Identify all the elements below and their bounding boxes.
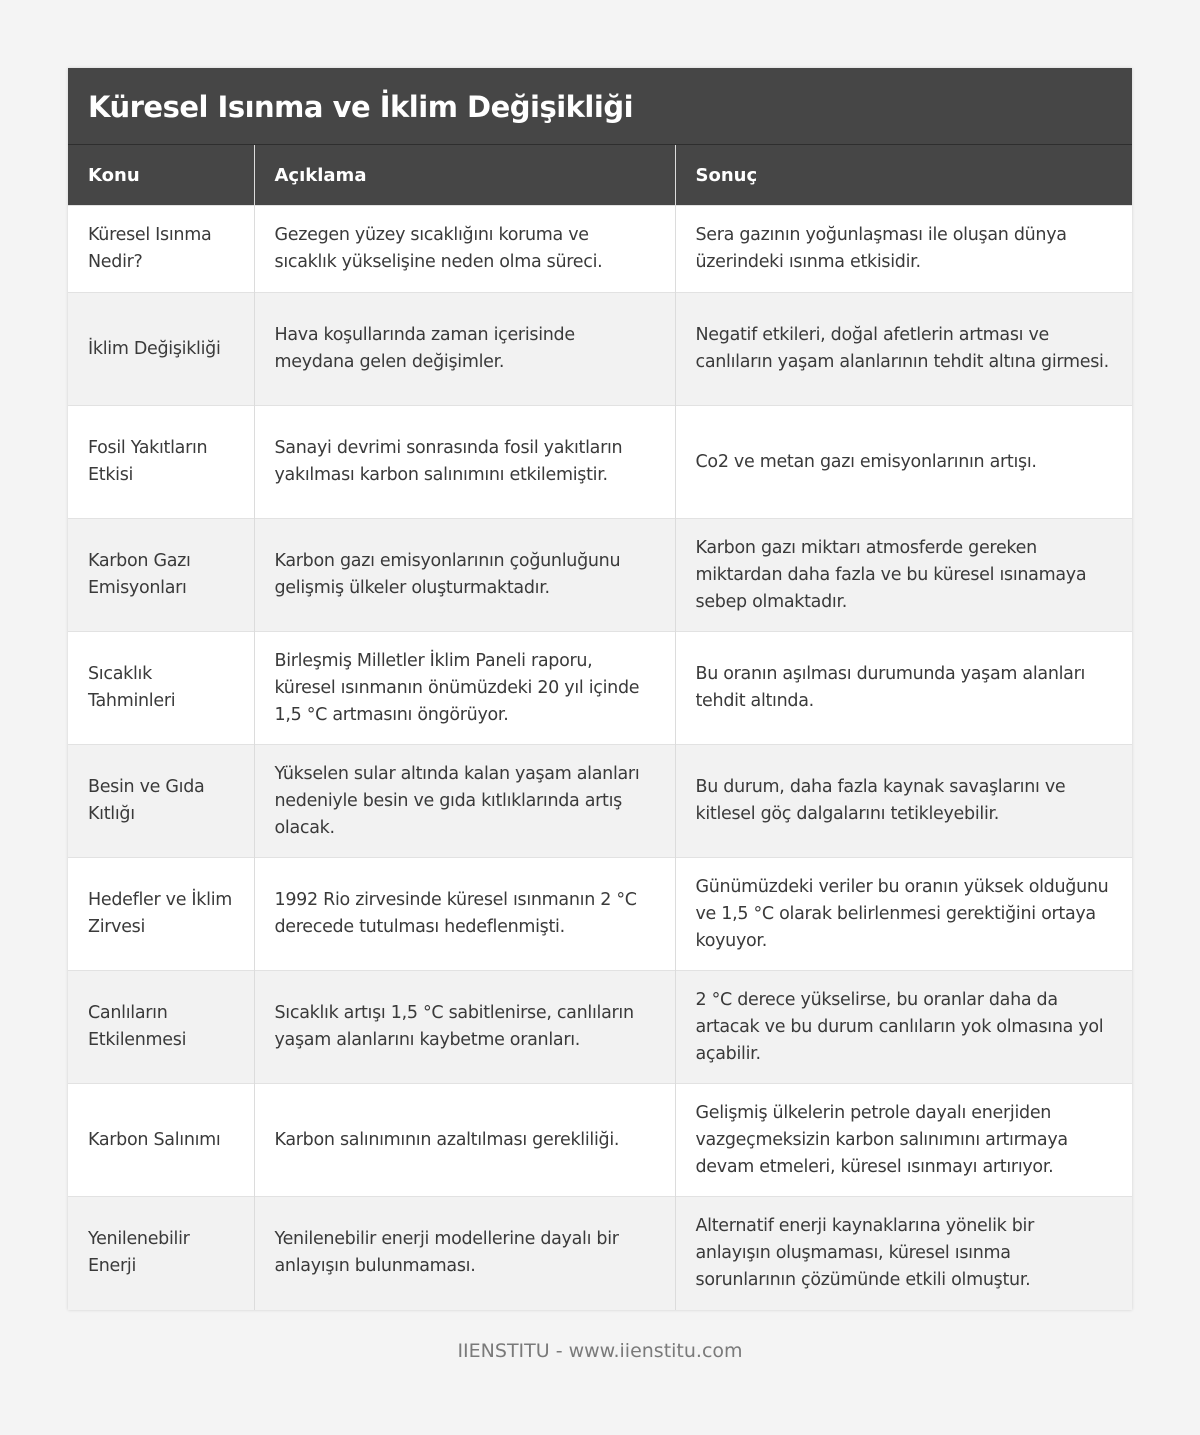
table-title: Küresel Isınma ve İklim Değişikliği — [68, 68, 1132, 145]
cell-sonuc: Karbon gazı miktarı atmosferde gereken miktardan daha fazla ve bu küresel ısınamaya sebep olmaktadır. — [675, 519, 1132, 632]
cell-sonuc: Bu oranın aşılması durumunda yaşam alanları tehdit altında. — [675, 632, 1132, 745]
table-card — [68, 68, 1132, 1310]
header-row — [68, 145, 1132, 206]
cell-aciklama: Karbon gazı emisyonlarının çoğunluğunu gelişmiş ülkeler oluşturmaktadır. — [254, 519, 675, 632]
cell-sonuc: Günümüzdeki veriler bu oranın yüksek olduğunu ve 1,5 °C olarak belirlenmesi gerektiğini ortaya koyuyor. — [675, 858, 1132, 971]
data-table — [68, 145, 1132, 1310]
cell-sonuc: Gelişmiş ülkelerin petrole dayalı enerjiden vazgeçmeksizin karbon salınımını artırmaya devam etmeleri, küresel ısınmayı artırıyor. — [675, 1084, 1132, 1197]
footer-credit: IIENSTITU - www.iienstitu.com — [457, 1340, 743, 1362]
cell-konu: Hedefler ve İklim Zirvesi — [68, 858, 254, 971]
cell-konu: Karbon Salınımı — [68, 1084, 254, 1197]
header-sonuc: Sonuç — [675, 145, 1132, 206]
cell-konu: Besin ve Gıda Kıtlığı — [68, 745, 254, 858]
cell-sonuc: Bu durum, daha fazla kaynak savaşlarını ve kitlesel göç dalgalarını tetikleyebilir. — [675, 745, 1132, 858]
table-row — [68, 519, 1132, 632]
table-row — [68, 858, 1132, 971]
cell-konu: Sıcaklık Tahminleri — [68, 632, 254, 745]
cell-aciklama: Sıcaklık artışı 1,5 °C sabitlenirse, canlıların yaşam alanlarını kaybetme oranları. — [254, 971, 675, 1084]
table-row — [68, 971, 1132, 1084]
cell-aciklama: Hava koşullarında zaman içerisinde meydana gelen değişimler. — [254, 293, 675, 406]
cell-konu: Karbon Gazı Emisyonları — [68, 519, 254, 632]
cell-sonuc: Alternatif enerji kaynaklarına yönelik bir anlayışın oluşmaması, küresel ısınma sorunlarının çözümünde etkili olmuştur. — [675, 1197, 1132, 1310]
cell-sonuc: Negatif etkileri, doğal afetlerin artması ve canlıların yaşam alanlarının tehdit altına girmesi. — [675, 293, 1132, 406]
cell-konu: Yenilenebilir Enerji — [68, 1197, 254, 1310]
cell-aciklama: 1992 Rio zirvesinde küresel ısınmanın 2 °C derecede tutulması hedeflenmişti. — [254, 858, 675, 971]
cell-sonuc: 2 °C derece yükselirse, bu oranlar daha da artacak ve bu durum canlıların yok olmasına yol açabilir. — [675, 971, 1132, 1084]
cell-aciklama: Birleşmiş Milletler İklim Paneli raporu, küresel ısınmanın önümüzdeki 20 yıl içinde 1,5 °C artmasını öngörüyor. — [254, 632, 675, 745]
cell-aciklama: Yükselen sular altında kalan yaşam alanları nedeniyle besin ve gıda kıtlıklarında artış olacak. — [254, 745, 675, 858]
cell-konu: İklim Değişikliği — [68, 293, 254, 406]
cell-konu: Canlıların Etkilenmesi — [68, 971, 254, 1084]
cell-sonuc: Co2 ve metan gazı emisyonlarının artışı. — [675, 406, 1132, 519]
cell-aciklama: Sanayi devrimi sonrasında fosil yakıtların yakılması karbon salınımını etkilemiştir. — [254, 406, 675, 519]
cell-aciklama: Karbon salınımının azaltılması gerekliliği. — [254, 1084, 675, 1197]
cell-aciklama: Yenilenebilir enerji modellerine dayalı bir anlayışın bulunmaması. — [254, 1197, 675, 1310]
cell-konu: Fosil Yakıtların Etkisi — [68, 406, 254, 519]
header-konu: Konu — [68, 145, 254, 206]
table-row — [68, 1084, 1132, 1197]
cell-konu: Küresel Isınma Nedir? — [68, 206, 254, 293]
table-row — [68, 745, 1132, 858]
table-row — [68, 1197, 1132, 1310]
header-aciklama: Açıklama — [254, 145, 675, 206]
cell-sonuc: Sera gazının yoğunlaşması ile oluşan dünya üzerindeki ısınma etkisidir. — [675, 206, 1132, 293]
cell-aciklama: Gezegen yüzey sıcaklığını koruma ve sıcaklık yükselişine neden olma süreci. — [254, 206, 675, 293]
table-row — [68, 406, 1132, 519]
table-row — [68, 206, 1132, 293]
table-row — [68, 293, 1132, 406]
table-row — [68, 632, 1132, 745]
